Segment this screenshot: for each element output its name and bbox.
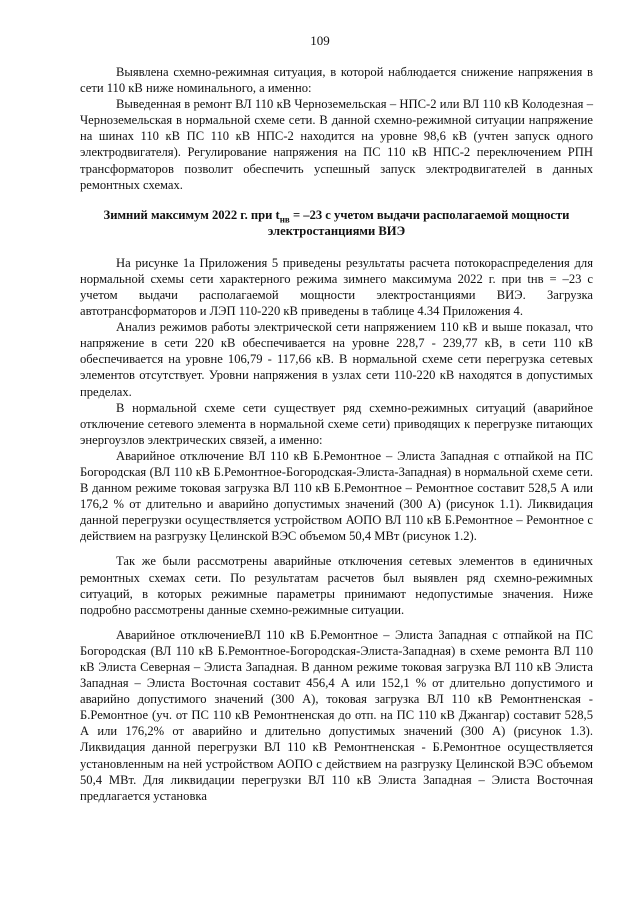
paragraph: Анализ режимов работы электрической сети напряжением 110 кВ и выше показал, что напряжение в сети 220 кВ обеспечивается на уровне 228,7 - 239,77 кВ, в сети 110 кВ обеспечивается на уровне 106,79 - 117,66 кВ. В нормальной схеме сети перегрузка сетевых элементов отсутствует. Уровни напряжения в узлах сети 110-220 кВ находятся в допустимых пределах. <box>80 320 593 399</box>
document-body <box>80 64 593 804</box>
paragraph: Выявлена схемно-режимная ситуация, в которой наблюдается снижение напряжения в сети 110 кВ ниже номинального, а именно: <box>80 65 593 96</box>
paragraph: На рисунке 1а Приложения 5 приведены результаты расчета потокораспределения для нормальной схемы сети характерного режима зимнего максимума 2022 г. при tнв = –23 с учетом выдачи располагаемой мощности электростанциями ВИЭ. Загрузка автотрансформаторов и ЛЭП 110-220 кВ приведены в таблице 4.34 Приложения 4. <box>80 255 593 319</box>
section-heading <box>80 207 593 239</box>
paragraph: Выведенная в ремонт ВЛ 110 кВ Черноземельская – НПС-2 или ВЛ 110 кВ Колодезная – Черноземельская в нормальной схеме сети. В данной схемно-режимной ситуации напряжение на шинах 110 кВ ПС 110 кВ НПС-2 находится на уровне 98,6 кВ (учтен запуск одного электродвигателя). Регулирование напряжения на ПС 110 кВ НПС-2 переключением РПН трансформаторов позволит обеспечить успешный запуск электродвигателей в данных ремонтных схемах. <box>80 97 593 192</box>
page-number: 109 <box>310 33 330 48</box>
heading-text-part1: Зимний максимум 2022 г. при t <box>103 207 280 222</box>
paragraph: В нормальной схеме сети существует ряд схемно-режимных ситуаций (аварийное отключение сетевого элемента в нормальной схеме сети) приводящих к перегрузке питающих энергоузлов электрических связей, а именно: <box>80 400 593 447</box>
paragraph: Аварийное отключениеВЛ 110 кВ Б.Ремонтное – Элиста Западная с отпайкой на ПС Богородская (ВЛ 110 кВ Б.Ремонтное-Богородская-Элиста-Западная) в схеме ремонта ВЛ 110 кВ Элиста Северная – Элиста Западная. В данном режиме токовая загрузка ВЛ 110 кВ Элиста Западная – Элиста Восточная составит 456,4 А или 152,1 % от длительно допустимого и аварийно допустимого значений (300 А), токовая загрузка ВЛ 110 кВ Ремонтненская - Б.Ремонтное (уч. от ПС 110 кВ Ремонтненская до отп. на ПС 110 кВ Джангар) составит 528,5 А или 176,2% от аварийно и длительно допустимых значений (300 А) (рисунок 1.3). Ликвидация данной перегрузки ВЛ 110 кВ Ремонтненская - Б.Ремонтное осуществляется установленным на ней устройством АОПО с действием на разгрузку Целинской ВЭС объемом 50,4 МВт. Для ликвидации перегрузки ВЛ 110 кВ Элиста Западная – Элиста Восточная предлагается установка <box>80 627 593 803</box>
paragraph: Так же были рассмотрены аварийные отключения сетевых элементов в единичных ремонтных схемах сети. По результатам расчетов был выявлен ряд схемно-режимных ситуаций, в которых режимные параметры принимают недопустимые значения. Ниже подробно рассмотрены данные схемно-режимные ситуации. <box>80 554 593 617</box>
heading-text-part2: = –23 с учетом выдачи располагаемой мощности электростанциями ВИЭ <box>267 207 570 238</box>
paragraph: Аварийное отключение ВЛ 110 кВ Б.Ремонтное – Элиста Западная с отпайкой на ПС Богородская (ВЛ 110 кВ Б.Ремонтное-Богородская-Элиста-Западная) в нормальной схеме сети. В данном режиме токовая загрузка ВЛ 110 кВ Б.Ремонтное – Ремонтное составит 528,5 А или 176,2 % от длительно и аварийно допустимых значений (300 А) (рисунок 1.1). Ликвидация данной перегрузки осуществляется устройством АОПО ВЛ 110 кВ Б.Ремонтное – Ремонтное с действием на разгрузку Целинской ВЭС объемом 50,4 МВт (рисунок 1.2). <box>80 448 593 544</box>
heading-subscript: нв <box>279 214 290 225</box>
